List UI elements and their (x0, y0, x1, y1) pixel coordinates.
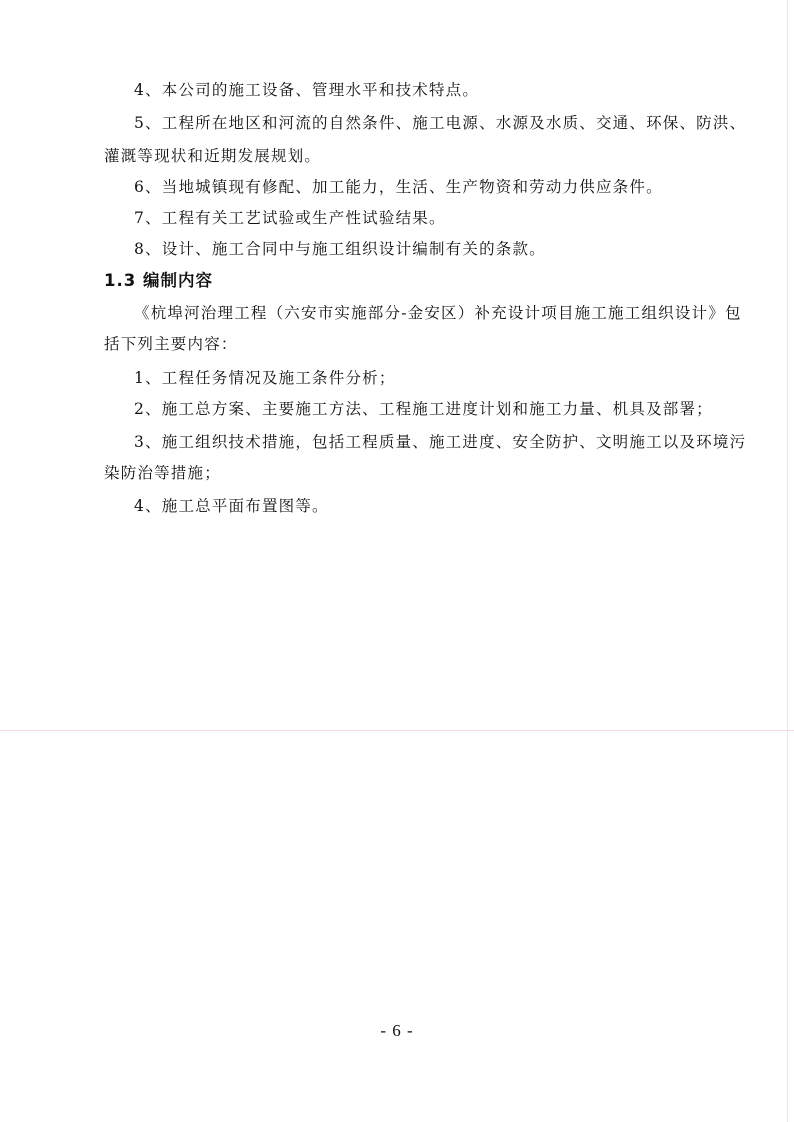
paragraph-item-5-continued: 灌溉等现状和近期发展规划。 (104, 147, 322, 165)
content-item-4: 4、施工总平面布置图等。 (134, 497, 329, 515)
paragraph-item-4: 4、本公司的施工设备、管理水平和技术特点。 (134, 81, 480, 99)
content-item-1: 1、工程任务情况及施工条件分析； (134, 369, 396, 387)
intro-paragraph: 《杭埠河治理工程（六安市实施部分-金安区）补充设计项目施工施工组织设计》包 (134, 304, 742, 322)
paragraph-item-5: 5、工程所在地区和河流的自然条件、施工电源、水源及水质、交通、环保、防洪、 (134, 114, 747, 132)
section-heading: 1.3 编制内容 (104, 271, 213, 290)
paragraph-item-6: 6、当地城镇现有修配、加工能力，生活、生产物资和劳动力供应条件。 (134, 178, 663, 196)
paragraph-item-8: 8、设计、施工合同中与施工组织设计编制有关的条款。 (134, 240, 546, 258)
intro-paragraph-continued: 括下列主要内容： (104, 335, 238, 353)
content-item-3-continued: 染防治等措施； (104, 464, 221, 482)
paragraph-item-7: 7、工程有关工艺试验或生产性试验结果。 (134, 209, 446, 227)
content-item-3: 3、施工组织技术措施，包括工程质量、施工进度、安全防护、文明施工以及环境污 (134, 433, 747, 451)
page-number: - 6 - (380, 1021, 414, 1040)
scan-fold-line (0, 730, 794, 731)
content-item-2: 2、施工总方案、主要施工方法、工程施工进度计划和施工力量、机具及部署； (134, 400, 713, 418)
